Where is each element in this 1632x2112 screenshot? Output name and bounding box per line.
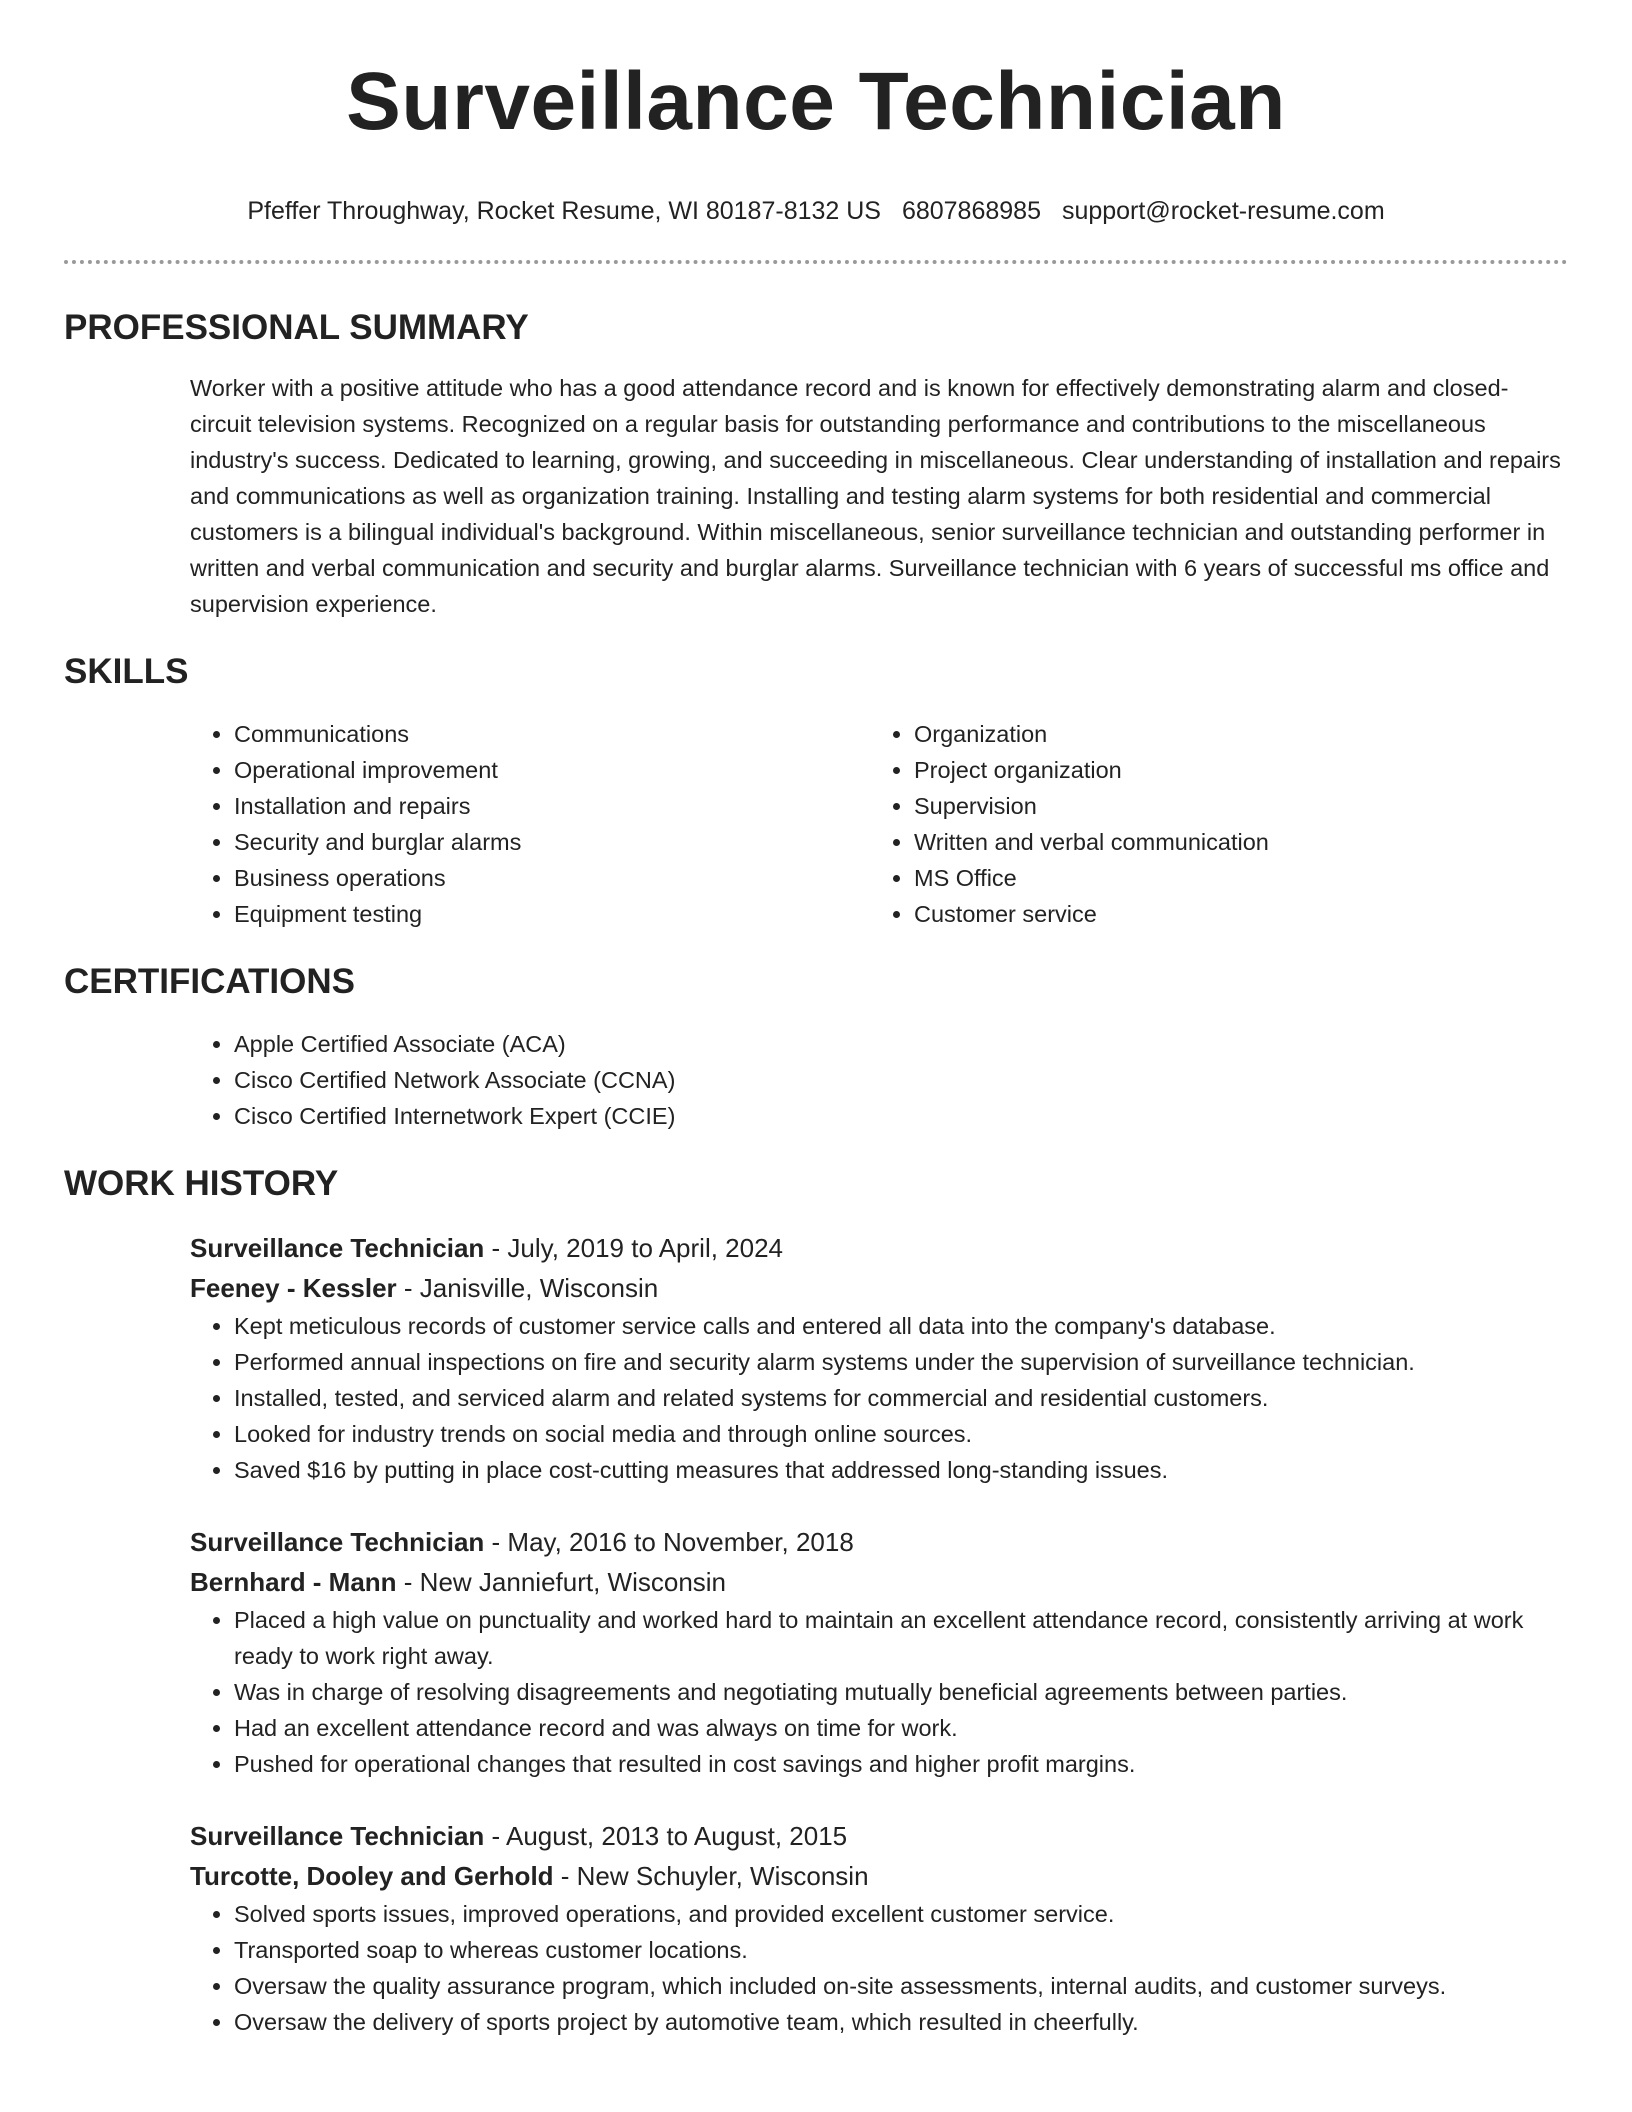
skill-item: • MS Office: [914, 860, 1550, 896]
job-company-line: [190, 1562, 1568, 1602]
skill-item: • Project organization: [914, 752, 1550, 788]
professional-summary-section: [64, 308, 1568, 622]
job-bullet: • Installed, tested, and serviced alarm and related systems for commercial and residential customers.: [234, 1380, 1568, 1416]
section-title-summary: PROFESSIONAL SUMMARY: [64, 308, 529, 347]
job-bullet: • Placed a high value on punctuality and worked hard to maintain an excellent attendance record, consistently arriving at work ready to work right away.: [234, 1602, 1568, 1674]
job-bullet: • Looked for industry trends on social media and through online sources.: [234, 1416, 1568, 1452]
job-dates: - August, 2013 to August, 2015: [484, 1821, 848, 1851]
skills-section: [64, 652, 1568, 932]
job-role: Surveillance Technician: [190, 1233, 485, 1263]
section-title-certifications: CERTIFICATIONS: [64, 962, 356, 1001]
job-bullet: • Performed annual inspections on fire and security alarm systems under the supervision of surveillance technician.: [234, 1344, 1568, 1380]
job-dates: - July, 2019 to April, 2024: [484, 1233, 784, 1263]
job-entry: [190, 1522, 1568, 1782]
job-bullet: • Transported soap to whereas customer locations.: [234, 1932, 1568, 1968]
skill-item: • Operational improvement: [234, 752, 870, 788]
job-bullet: • Pushed for operational changes that resulted in cost savings and higher profit margins.: [234, 1746, 1568, 1782]
job-location: - New Schuyler, Wisconsin: [553, 1861, 869, 1891]
skill-item: • Supervision: [914, 788, 1550, 824]
job-title-line: [190, 1228, 1568, 1268]
skill-item: • Written and verbal communication: [914, 824, 1550, 860]
job-location: - Janisville, Wisconsin: [396, 1273, 659, 1303]
job-entry: [190, 1228, 1568, 1488]
job-bullet: • Oversaw the delivery of sports project by automotive team, which resulted in cheerfully.: [234, 2004, 1568, 2040]
skills-grid: [190, 716, 1568, 932]
job-entry: [190, 1816, 1568, 2040]
job-dates: - May, 2016 to November, 2018: [484, 1527, 854, 1557]
job-location: - New Janniefurt, Wisconsin: [396, 1567, 727, 1597]
header-divider: [64, 260, 1568, 264]
certifications-bullets: [190, 1026, 1568, 1134]
job-title-line: [190, 1522, 1568, 1562]
certifications-section: [64, 962, 1568, 1134]
skill-item: • Security and burglar alarms: [234, 824, 870, 860]
contact-email: support@rocket-resume.com: [1061, 197, 1385, 225]
certification-item: • Cisco Certified Network Associate (CCNA): [234, 1062, 1568, 1098]
certification-item: • Apple Certified Associate (ACA): [234, 1026, 1568, 1062]
section-title-skills: SKILLS: [64, 652, 189, 691]
job-title-line: [190, 1816, 1568, 1856]
contact-phone: 6807868985: [901, 197, 1041, 225]
job-bullet: • Had an excellent attendance record and was always on time for work.: [234, 1710, 1568, 1746]
job-company-line: [190, 1268, 1568, 1308]
job-bullet: • Oversaw the quality assurance program, which included on-site assessments, internal audits, and customer surveys.: [234, 1968, 1568, 2004]
skill-item: • Communications: [234, 716, 870, 752]
skills-column-left: [190, 716, 870, 932]
job-role: Surveillance Technician: [190, 1527, 485, 1557]
certifications-list: [190, 1026, 1568, 1134]
job-company-line: [190, 1856, 1568, 1896]
section-title-work-history: WORK HISTORY: [64, 1164, 339, 1203]
skill-item: • Customer service: [914, 896, 1550, 932]
contact-line: [64, 196, 1568, 226]
job-bullet: • Kept meticulous records of customer service calls and entered all data into the company's database.: [234, 1308, 1568, 1344]
candidate-title: Surveillance Technician: [346, 56, 1286, 147]
job-bullet: • Was in charge of resolving disagreements and negotiating mutually beneficial agreements between parties.: [234, 1674, 1568, 1710]
job-bullets: [190, 1896, 1568, 2040]
skills-column-right: [870, 716, 1550, 932]
job-bullet: • Saved $16 by putting in place cost-cutting measures that addressed long-standing issues.: [234, 1452, 1568, 1488]
job-company: Bernhard - Mann: [190, 1567, 397, 1597]
work-history-section: [64, 1164, 1568, 2040]
job-role: Surveillance Technician: [190, 1821, 485, 1851]
skill-item: • Equipment testing: [234, 896, 870, 932]
skill-item: • Organization: [914, 716, 1550, 752]
certification-item: • Cisco Certified Internetwork Expert (CCIE): [234, 1098, 1568, 1134]
job-bullets: [190, 1602, 1568, 1782]
resume-header: [64, 0, 1568, 226]
skill-item: • Business operations: [234, 860, 870, 896]
job-bullets: [190, 1308, 1568, 1488]
summary-text: Worker with a positive attitude who has a good attendance record and is known for effectively demonstrating alarm and closed-circuit television systems. Recognized on a regular basis for outstanding performance and contributions to the miscellaneous industry's success. Dedicated to learning, growing, and succeeding in miscellaneous. Clear understanding of installation and repairs and communications as well as organization training. Installing and testing alarm systems for both residential and commercial customers is a bilingual individual's background. Within miscellaneous, senior surveillance technician and outstanding performer in written and verbal communication and security and burglar alarms. Surveillance technician with 6 years of successful ms office and supervision experience.: [190, 375, 1561, 617]
job-bullet: • Solved sports issues, improved operations, and provided excellent customer service.: [234, 1896, 1568, 1932]
job-company: Feeney - Kessler: [190, 1273, 397, 1303]
contact-address: Pfeffer Throughway, Rocket Resume, WI 80187-8132 US: [247, 197, 881, 225]
job-company: Turcotte, Dooley and Gerhold: [190, 1861, 554, 1891]
skill-item: • Installation and repairs: [234, 788, 870, 824]
